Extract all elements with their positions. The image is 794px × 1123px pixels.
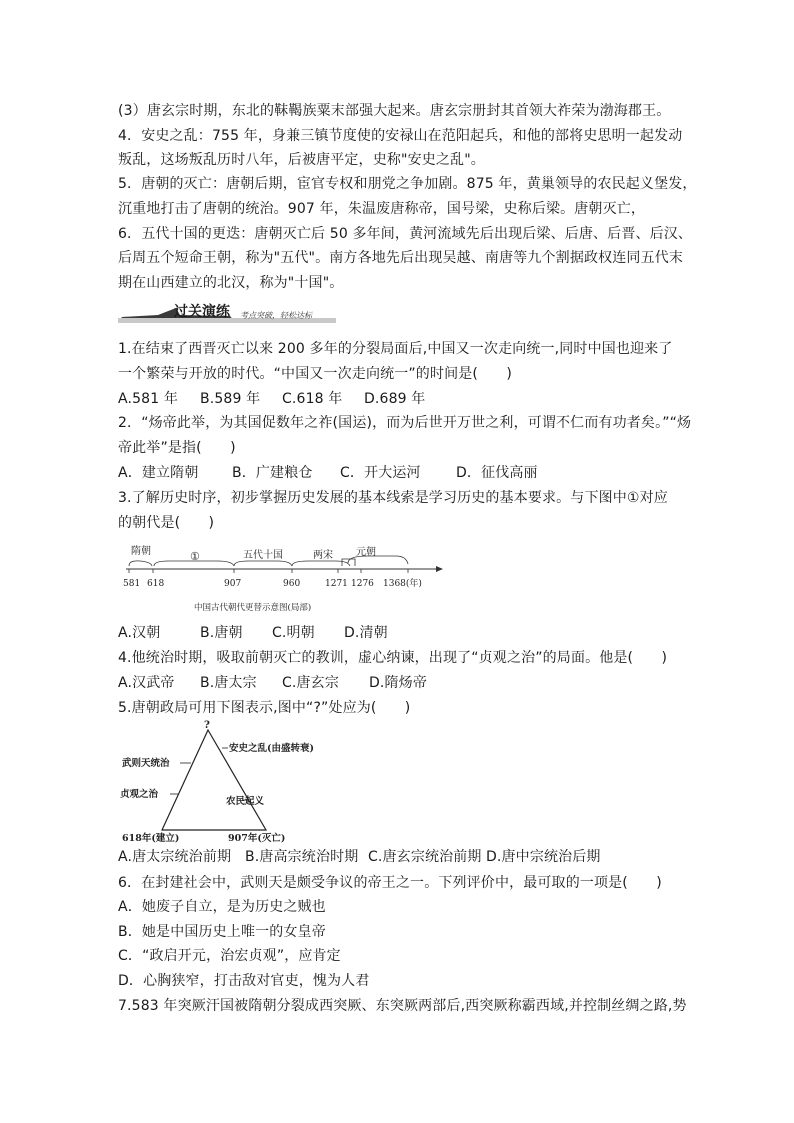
option-b[interactable]: B．她是中国历史上唯一的女皇帝 xyxy=(118,924,326,940)
option-d[interactable]: D.唐中宗统治后期 xyxy=(486,849,601,865)
triangle-label: 武则天统治 xyxy=(122,758,170,769)
option-a[interactable]: A．她废子自立，是为历史之贼也 xyxy=(118,899,326,915)
option-b[interactable]: B.唐高宗统治时期 xyxy=(245,849,359,865)
intro-line: 6．五代十国的更迭：唐朝灭亡后 50 多年间，黄河流域先后出现后梁、后唐、后晋、后汉、 xyxy=(118,226,693,242)
option-row xyxy=(118,623,388,643)
option-c[interactable]: C．“政启开元，治宏贞观”，应肯定 xyxy=(118,948,341,964)
option-a[interactable]: A.汉朝 xyxy=(118,625,161,641)
option-c[interactable]: C.618 年 xyxy=(282,391,343,407)
question-stem: 一个繁荣与开放的时代。“中国又一次走向统一”的时间是( ) xyxy=(118,366,512,382)
triangle-label: 贞观之治 xyxy=(120,789,159,800)
timeline-tick: 581 xyxy=(123,579,141,589)
option-row xyxy=(118,847,601,867)
banner-subtitle: 考点突破，轻松达标 xyxy=(240,311,312,320)
option-d[interactable]: D．征伐高丽 xyxy=(456,465,538,481)
option-c[interactable]: C.明朝 xyxy=(272,625,315,641)
intro-line: 后周五个短命王朝，称为"五代"。南方各地先后出现吴越、南唐等九个割据政权连同五代末 xyxy=(118,250,684,266)
option-d[interactable]: D．心胸狭窄，打击敌对官吏，愧为人君 xyxy=(118,973,370,989)
question-stem: 1.在结束了西晋灭亡以来 200 多年的分裂局面后,中国又一次走向统一,同时中国也迎来了 xyxy=(118,341,673,357)
intro-line: 5．唐朝的灭亡：唐朝后期，宦官专权和朋党之争加剧。875 年，黄巢领导的农民起义堡发， xyxy=(118,176,697,192)
option-row xyxy=(118,673,427,693)
triangle-base-left: 618年(建立) xyxy=(122,833,180,844)
triangle-label: 安史之乱(由盛转衰) xyxy=(229,743,314,754)
option-b[interactable]: B．广建粮仓 xyxy=(232,465,313,481)
intro-line: (3）唐玄宗时期，东北的靺鞨族粟末部强大起来。唐玄宗册封其首领大祚荣为渤海郡王。 xyxy=(118,103,671,119)
question-stem: 2．“炀帝此举，为其国促数年之祚(国运)，而为后世开万世之利，可谓不仁而有功者矣。”“炀 xyxy=(118,415,692,431)
timeline-tick: 1368(年) xyxy=(383,579,422,589)
option-a[interactable]: A.581 年 xyxy=(118,391,179,407)
timeline-tick: 618 xyxy=(147,579,165,589)
option-d[interactable]: D.清朝 xyxy=(344,625,388,641)
timeline-tick: 1271 xyxy=(325,579,348,589)
banner-title: 过关演练 xyxy=(174,304,230,320)
question-stem: 4.他统治时期，吸取前朝灭亡的教训，虚心纳谏，出现了“贞观之治”的局面。他是( ) xyxy=(118,650,668,666)
timeline-label: 五代十国 xyxy=(243,550,283,561)
triangle-base-right: 907年(灭亡) xyxy=(228,833,286,844)
intro-line: 沉重地打击了唐朝的统治。907 年，朱温废唐称帝，国号梁，史称后梁。唐朝灭亡， xyxy=(118,201,646,217)
timeline-tick: 907 xyxy=(224,579,242,589)
option-a[interactable]: A．建立隋朝 xyxy=(118,465,199,481)
option-c[interactable]: C.唐玄宗统治前期 xyxy=(368,849,482,865)
option-a[interactable]: A.汉武帝 xyxy=(118,675,175,691)
timeline-label: 两宋 xyxy=(313,550,333,561)
option-c[interactable]: C.唐玄宗 xyxy=(282,675,339,691)
option-row xyxy=(118,389,425,409)
option-b[interactable]: B.589 年 xyxy=(200,391,261,407)
timeline-label: 元朝 xyxy=(356,547,376,558)
question-stem: 6．在封建社会中，武则天是颇受争议的帝王之一。下列评价中，最可取的一项是( ) xyxy=(118,875,662,891)
question-stem: 的朝代是( ) xyxy=(118,515,215,531)
timeline-label: 隋朝 xyxy=(131,546,151,557)
intro-line: 叛乱，这场叛乱历时八年，后被唐平定，史称"安史之乱"。 xyxy=(118,152,485,168)
question-stem: 7.583 年突厥汗国被隋朝分裂成西突厥、东突厥两部后,西突厥称霸西域,并控制丝绸之路,势 xyxy=(118,998,687,1014)
option-d[interactable]: D.689 年 xyxy=(364,391,426,407)
triangle-label: 农民起义 xyxy=(226,796,265,807)
tang-politics-triangle xyxy=(118,718,338,846)
question-stem: 3.了解历史时序，初步掌握历史发展的基本线索是学习历史的基本要求。与下图中①对应 xyxy=(118,490,668,506)
intro-line: 4．安史之乱：755 年，身兼三镇节度使的安禄山在范阳起兵，和他的部将史思明一起发动 xyxy=(118,128,683,144)
timeline-tick: 1276 xyxy=(351,579,374,589)
intro-line: 期在山西建立的北汉，称为"十国"。 xyxy=(118,275,344,291)
timeline-caption: 中国古代朝代更替示意图(局部) xyxy=(194,603,312,613)
option-d[interactable]: D.隋炀帝 xyxy=(369,675,427,691)
option-a[interactable]: A.唐太宗统治前期 xyxy=(118,849,232,865)
dynasty-timeline xyxy=(118,540,463,616)
timeline-tick: 960 xyxy=(283,579,301,589)
option-b[interactable]: B.唐太宗 xyxy=(200,675,257,691)
triangle-apex: ? xyxy=(204,720,210,731)
option-c[interactable]: C．开大运河 xyxy=(340,465,421,481)
option-row xyxy=(118,463,538,483)
question-stem: 5.唐朝政局可用下图表示,图中“?”处应为( ) xyxy=(118,700,411,716)
section-banner xyxy=(118,302,336,324)
question-stem: 帝此举”是指( ) xyxy=(118,440,236,456)
option-b[interactable]: B.唐朝 xyxy=(200,625,243,641)
timeline-label: ① xyxy=(190,550,200,563)
